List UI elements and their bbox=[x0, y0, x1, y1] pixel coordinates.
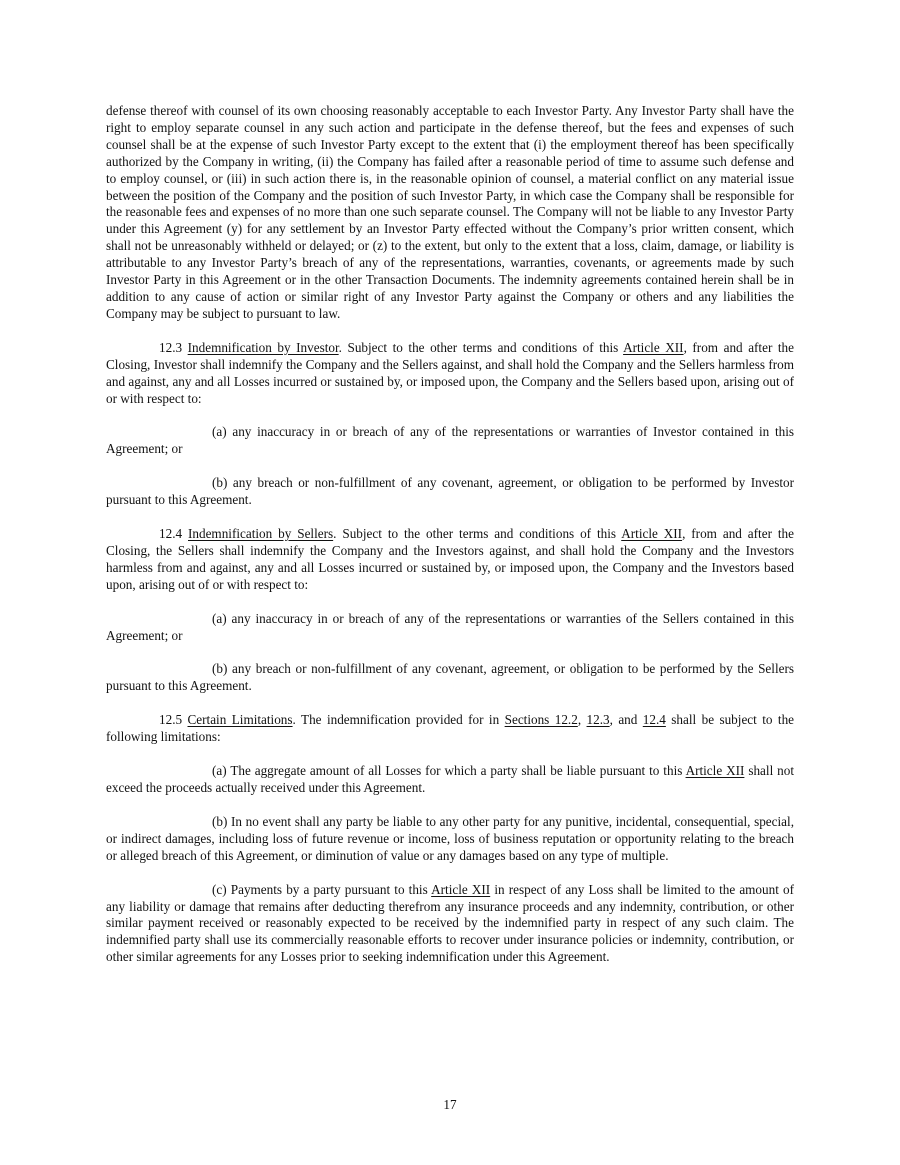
section-heading-certain-limitations: Certain Limitations bbox=[187, 712, 293, 728]
clause-text: shall not exceed the proceeds actually received under this Agreement. bbox=[106, 763, 794, 795]
section-reference-12-2: Sections 12.2 bbox=[504, 712, 578, 728]
clause-text: (a) The aggregate amount of all Losses for which a party shall be liable pursuant to this bbox=[212, 763, 686, 779]
clause-text: (a) any inaccuracy in or breach of any of the representations or warranties of the Sellers contained in this Agreement; or bbox=[106, 610, 794, 643]
paragraph-text: , bbox=[577, 712, 587, 728]
clause-text: (b) any breach or non-fulfillment of any covenant, agreement, or obligation to be performed by the Sellers pursuant to this Agreement. bbox=[106, 661, 794, 694]
paragraph-text: defense thereof with counsel of its own choosing reasonably acceptable to each Investor Party. Any Investor Party shall have the right to employ separate counsel in any such action and participate in the defense thereof, but the fees and expenses of such counsel shall be at the expense of such Investor Party except to the extent that (i) the employment thereof has been specifically authorized by the Company in writing, (ii) the Company has failed after a reasonable period of time to assume such defense and to employ counsel, or (iii) in such action there is, in the reasonable opinion of counsel, a material conflict on any material issue between the position of the Company and the position of such Investor Party, in which case the Company shall be responsible for the reasonable fees and expenses of no more than one such separate counsel. The Company will not be liable to any Investor Party under this Agreement (y) for any settlement by an Investor Party effected without the Company’s prior written consent, which shall not be unreasonably withheld or delayed; or (z) to the extent, but only to the extent that a loss, claim, damage, or liability is attributable to any Investor Party’s breach of any of the representations, warranties, covenants, or agreements made by such Investor Party in this Agreement or in the other Transaction Documents. The indemnity agreements contained herein shall be in addition to any cause of action or similar right of any Investor Party against the Company or others and any liabilities the Company may be subject to pursuant to law. bbox=[106, 103, 794, 321]
section-12-3-paragraph bbox=[106, 340, 794, 408]
clause-text: (a) any inaccuracy in or breach of any of the representations or warranties of Investor contained in this Agreement; or bbox=[106, 424, 794, 457]
section-number: 12.4 bbox=[159, 526, 188, 542]
clause-12-3-b bbox=[106, 475, 794, 509]
document-page bbox=[106, 103, 794, 983]
section-reference-12-4: 12.4 bbox=[642, 712, 666, 728]
paragraph-text: shall be subject to the following limitations: bbox=[106, 712, 795, 745]
paragraph-text: . Subject to the other terms and conditions of this bbox=[333, 526, 622, 542]
clause-text: (b) In no event shall any party be liable to any other party for any punitive, incidental, consequential, special, or indirect damages, including loss of future revenue or income, loss of business reputation or opportunity relating to the breach or alleged breach of this Agreement, or diminution of value or any damages based on any type of multiple. bbox=[106, 813, 794, 863]
clause-12-5-c bbox=[106, 882, 794, 967]
section-number: 12.3 bbox=[159, 339, 188, 355]
clause-12-5-b bbox=[106, 814, 794, 865]
paragraph-text: . The indemnification provided for in bbox=[292, 712, 505, 728]
clause-12-3-a bbox=[106, 424, 794, 458]
paragraph-text: , from and after the Closing, the Sellers shall indemnify the Company and the Investors against, and shall hold the Company and the Investors harmless from and against, any and all Losses incurred or sustained by, or imposed upon, the Company and the Investors based upon, arising out of or with respect to: bbox=[106, 526, 794, 592]
paragraph-defense-counsel bbox=[106, 103, 794, 323]
article-reference: Article XII bbox=[623, 339, 684, 355]
section-number: 12.5 bbox=[159, 712, 188, 728]
clause-text: in respect of any Loss shall be limited to the amount of any liability or damage that remains after deducting therefrom any insurance proceeds and any indemnity, contribution, or other similar payment received or reasonably expected to be received by the indemnified party in respect of any such claim. The indemnified party shall use its commercially reasonable efforts to recover under insurance policies or indemnity, contribution, or other similar agreements for any Losses prior to seeking indemnification under this Agreement. bbox=[106, 881, 794, 965]
clause-12-4-b bbox=[106, 661, 794, 695]
article-reference: Article XII bbox=[685, 763, 745, 779]
paragraph-text: , from and after the Closing, Investor shall indemnify the Company and the Sellers against, and shall hold the Company and the Sellers harmless from and against, any and all Losses incurred or sustained by, or imposed upon, the Company and the Sellers based upon, arising out of or with respect to: bbox=[106, 339, 795, 406]
paragraph-text: , and bbox=[609, 712, 643, 728]
section-heading-indemnification-by-sellers: Indemnification by Sellers bbox=[188, 526, 334, 542]
section-12-5-paragraph bbox=[106, 712, 794, 746]
clause-12-4-a bbox=[106, 611, 794, 645]
section-reference-12-3: 12.3 bbox=[586, 712, 610, 728]
clause-text: (c) Payments by a party pursuant to this bbox=[212, 881, 432, 897]
article-reference: Article XII bbox=[431, 881, 491, 897]
section-heading-indemnification-by-investor: Indemnification by Investor bbox=[187, 339, 339, 355]
page-number: 17 bbox=[443, 1097, 457, 1112]
article-reference: Article XII bbox=[621, 526, 683, 542]
paragraph-text: . Subject to the other terms and conditions of this bbox=[338, 339, 624, 355]
clause-text: (b) any breach or non-fulfillment of any covenant, agreement, or obligation to be performed by Investor pursuant to this Agreement. bbox=[106, 475, 794, 508]
clause-12-5-a bbox=[106, 763, 794, 797]
section-12-4-paragraph bbox=[106, 526, 794, 594]
